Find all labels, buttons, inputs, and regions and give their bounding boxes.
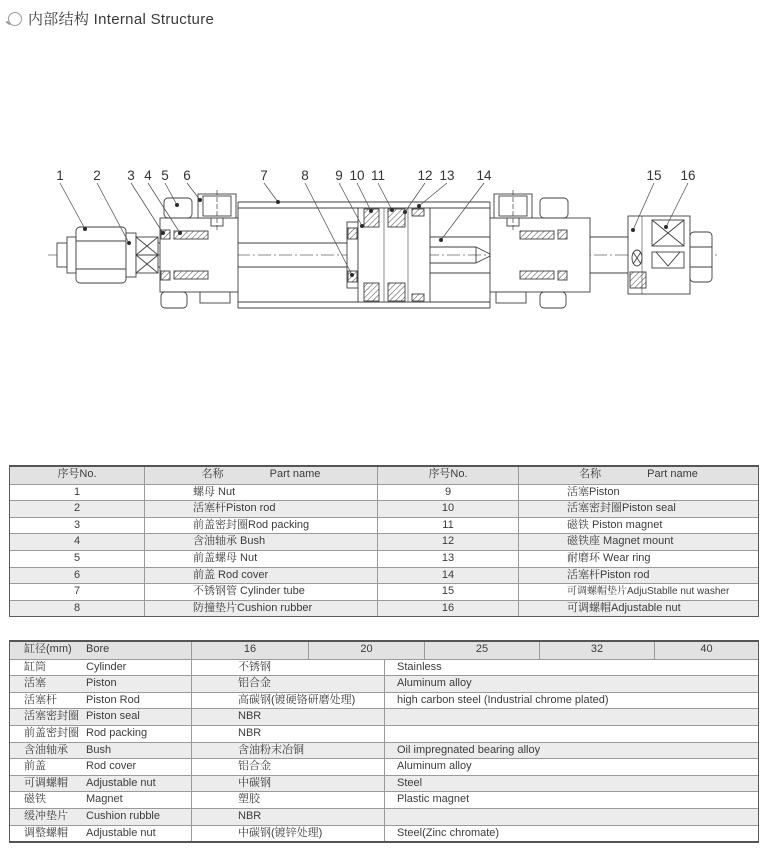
component-zh: 活塞密封圈 bbox=[24, 710, 79, 723]
component-label-cell bbox=[10, 826, 191, 842]
material-en-cell: Plastic magnet bbox=[384, 792, 758, 808]
component-label-cell bbox=[10, 660, 191, 676]
callout-label: 8 bbox=[301, 168, 309, 183]
table-row bbox=[10, 533, 758, 550]
component-en: Piston seal bbox=[86, 710, 140, 723]
material-zh-cell: 高碳钢(镀硬铬研磨处理) bbox=[191, 693, 384, 709]
rod-nut bbox=[57, 227, 136, 283]
piston-assembly bbox=[347, 208, 430, 302]
part-no-cell: 8 bbox=[10, 601, 145, 617]
part-name-cell: 螺母 Nut bbox=[145, 485, 378, 501]
material-zh-cell: 含油粉末冶铜 bbox=[191, 743, 384, 759]
component-label-cell bbox=[10, 709, 191, 725]
part-no-cell: 3 bbox=[10, 518, 145, 534]
bore-label-en: Bore bbox=[86, 643, 110, 655]
part-no-cell: 16 bbox=[378, 601, 519, 617]
part-no-cell: 6 bbox=[10, 568, 145, 584]
component-en: Piston Rod bbox=[86, 693, 140, 706]
material-en-cell: Steel(Zinc chromate) bbox=[384, 826, 758, 842]
callout-label: 2 bbox=[93, 168, 101, 183]
callout-label: 15 bbox=[646, 168, 662, 183]
col-header-name-zh: 名称 bbox=[579, 468, 602, 480]
bore-header-cell bbox=[10, 642, 191, 659]
part-name-cell: 活塞Piston bbox=[567, 485, 620, 498]
col-header-no: 序号No. bbox=[10, 467, 145, 484]
table-row bbox=[10, 825, 758, 842]
component-en: Bush bbox=[86, 743, 112, 756]
callout-label: 13 bbox=[439, 168, 455, 183]
rear-cover bbox=[490, 190, 590, 308]
material-en-cell: Aluminum alloy bbox=[384, 759, 758, 775]
callout-label: 12 bbox=[417, 168, 433, 183]
bore-size-cell: 32 bbox=[539, 642, 654, 659]
table-row bbox=[10, 692, 758, 709]
part-name-cell: 可调螺帽Adjustable nut bbox=[567, 601, 681, 614]
part-no-cell: 11 bbox=[378, 518, 519, 534]
table-row bbox=[10, 758, 758, 775]
component-label-cell bbox=[10, 776, 191, 792]
part-name-cell: 不锈钢管 Cylinder tube bbox=[145, 584, 378, 600]
parts-table bbox=[9, 465, 759, 617]
component-label-cell bbox=[10, 676, 191, 692]
bore-size-cell: 20 bbox=[308, 642, 424, 659]
table-row bbox=[10, 484, 758, 501]
callout-label: 3 bbox=[127, 168, 135, 183]
table-row bbox=[10, 675, 758, 692]
component-zh: 磁铁 bbox=[24, 793, 46, 806]
table-row bbox=[10, 725, 758, 742]
callout-label: 1 bbox=[56, 168, 64, 183]
part-no-cell: 13 bbox=[378, 551, 519, 567]
material-zh-cell: 铝合金 bbox=[191, 759, 384, 775]
material-zh-cell: NBR bbox=[191, 726, 384, 742]
table-row bbox=[10, 517, 758, 534]
part-no-cell: 14 bbox=[378, 568, 519, 584]
part-name-cell: 磁铁座 Magnet mount bbox=[567, 535, 674, 548]
table-row bbox=[10, 567, 758, 584]
part-no-cell: 7 bbox=[10, 584, 145, 600]
component-en: Piston bbox=[86, 677, 117, 690]
component-zh: 可调螺帽 bbox=[24, 776, 68, 789]
col-header-name-zh: 名称 bbox=[201, 468, 224, 480]
material-en-cell bbox=[384, 726, 758, 742]
part-name-cell: 活塞杆Piston rod bbox=[145, 501, 378, 517]
material-en-cell: high carbon steel (Industrial chrome plated) bbox=[384, 693, 758, 709]
callout-label: 5 bbox=[161, 168, 169, 183]
callout-label: 7 bbox=[260, 168, 268, 183]
callout-label: 10 bbox=[349, 168, 365, 183]
component-en: Rod cover bbox=[86, 760, 137, 773]
callout-label: 11 bbox=[370, 168, 386, 183]
material-zh-cell: 塑胶 bbox=[191, 792, 384, 808]
component-zh: 调整螺帽 bbox=[24, 826, 68, 839]
component-zh: 活塞 bbox=[24, 677, 46, 690]
component-zh: 含油轴承 bbox=[24, 743, 68, 756]
component-label-cell bbox=[10, 759, 191, 775]
component-zh: 前盖 bbox=[24, 760, 46, 773]
material-en-cell bbox=[384, 809, 758, 825]
material-en-cell: Oil impregnated bearing alloy bbox=[384, 743, 758, 759]
material-en-cell bbox=[384, 709, 758, 725]
col-header-name-en: Part name bbox=[647, 468, 698, 480]
part-name-cell: 前盖螺母 Nut bbox=[145, 551, 378, 567]
table-row bbox=[10, 708, 758, 725]
callout-label: 4 bbox=[144, 168, 152, 183]
material-zh-cell: 中碳钢(镀锌处理) bbox=[191, 826, 384, 842]
bore-size-cell: 25 bbox=[424, 642, 539, 659]
table-row bbox=[10, 600, 758, 617]
part-name-cell: 防撞垫片Cushion rubber bbox=[145, 601, 378, 617]
component-zh: 缓冲垫片 bbox=[24, 809, 68, 822]
cylinder-body bbox=[57, 190, 712, 308]
col-header-name bbox=[145, 467, 378, 484]
table-row bbox=[10, 791, 758, 808]
part-no-cell: 10 bbox=[378, 501, 519, 517]
callout-label: 16 bbox=[680, 168, 696, 183]
component-en: Cylinder bbox=[86, 660, 127, 673]
parts-table-header bbox=[10, 467, 758, 484]
part-name-cell: 前盖密封圈Rod packing bbox=[145, 518, 378, 534]
table-row bbox=[10, 775, 758, 792]
part-name-cell: 磁铁 Piston magnet bbox=[567, 518, 663, 531]
page-title-en: Internal Structure bbox=[93, 11, 215, 28]
part-name-cell: 含油轴承 Bush bbox=[145, 534, 378, 550]
material-zh-cell: 中碳钢 bbox=[191, 776, 384, 792]
component-label-cell bbox=[10, 693, 191, 709]
part-no-cell: 1 bbox=[10, 485, 145, 501]
rod-cover bbox=[160, 190, 238, 308]
materials-table bbox=[9, 640, 759, 843]
bore-size-cell: 16 bbox=[191, 642, 308, 659]
component-label-cell bbox=[10, 726, 191, 742]
material-en-cell: Aluminum alloy bbox=[384, 676, 758, 692]
col-header-name bbox=[519, 467, 758, 484]
callout-label: 9 bbox=[335, 168, 343, 183]
part-no-cell: 2 bbox=[10, 501, 145, 517]
col-header-name-en: Part name bbox=[269, 468, 321, 480]
component-label-cell bbox=[10, 809, 191, 825]
part-name-cell: 耐磨环 Wear ring bbox=[567, 551, 651, 564]
part-name-cell: 活塞杆Piston rod bbox=[567, 568, 650, 581]
material-en-cell: Steel bbox=[384, 776, 758, 792]
adjustable-nut-assembly bbox=[628, 216, 712, 294]
table-row bbox=[10, 550, 758, 567]
table-row bbox=[10, 583, 758, 600]
part-no-cell: 12 bbox=[378, 534, 519, 550]
part-name-cell: 活塞密封圈Piston seal bbox=[567, 502, 676, 515]
component-label-cell bbox=[10, 743, 191, 759]
material-en-cell: Stainless bbox=[384, 660, 758, 676]
component-en: Magnet bbox=[86, 793, 123, 806]
materials-table-header bbox=[10, 642, 758, 659]
part-no-cell: 9 bbox=[378, 485, 519, 501]
component-en: Adjustable nut bbox=[86, 776, 156, 789]
callout-labels bbox=[56, 168, 695, 183]
bore-size-cell: 40 bbox=[654, 642, 758, 659]
material-zh-cell: NBR bbox=[191, 809, 384, 825]
part-no-cell: 5 bbox=[10, 551, 145, 567]
callout-label: 6 bbox=[183, 168, 191, 183]
component-zh: 前盖密封圈 bbox=[24, 726, 79, 739]
table-row bbox=[10, 808, 758, 825]
material-zh-cell: NBR bbox=[191, 709, 384, 725]
page-title-zh: 内部结构 bbox=[28, 11, 90, 28]
table-row bbox=[10, 742, 758, 759]
component-en: Adjustable nut bbox=[86, 826, 156, 839]
material-zh-cell: 铝合金 bbox=[191, 676, 384, 692]
part-no-cell: 15 bbox=[378, 584, 519, 600]
table-row bbox=[10, 500, 758, 517]
material-zh-cell: 不锈钢 bbox=[191, 660, 384, 676]
part-name-cell: 前盖 Rod cover bbox=[145, 568, 378, 584]
bore-label-zh: 缸径(mm) bbox=[24, 643, 72, 655]
callout-label: 14 bbox=[476, 168, 492, 183]
component-en: Rod packing bbox=[86, 726, 148, 739]
table-row bbox=[10, 659, 758, 676]
component-zh: 缸筒 bbox=[24, 660, 46, 673]
component-zh: 活塞杆 bbox=[24, 693, 57, 706]
component-en: Cushion rubble bbox=[86, 809, 160, 822]
part-name-cell: 可调螺帽垫片AdjuStablle nut washer bbox=[567, 586, 730, 598]
col-header-no: 序号No. bbox=[378, 467, 519, 484]
part-no-cell: 4 bbox=[10, 534, 145, 550]
component-label-cell bbox=[10, 792, 191, 808]
